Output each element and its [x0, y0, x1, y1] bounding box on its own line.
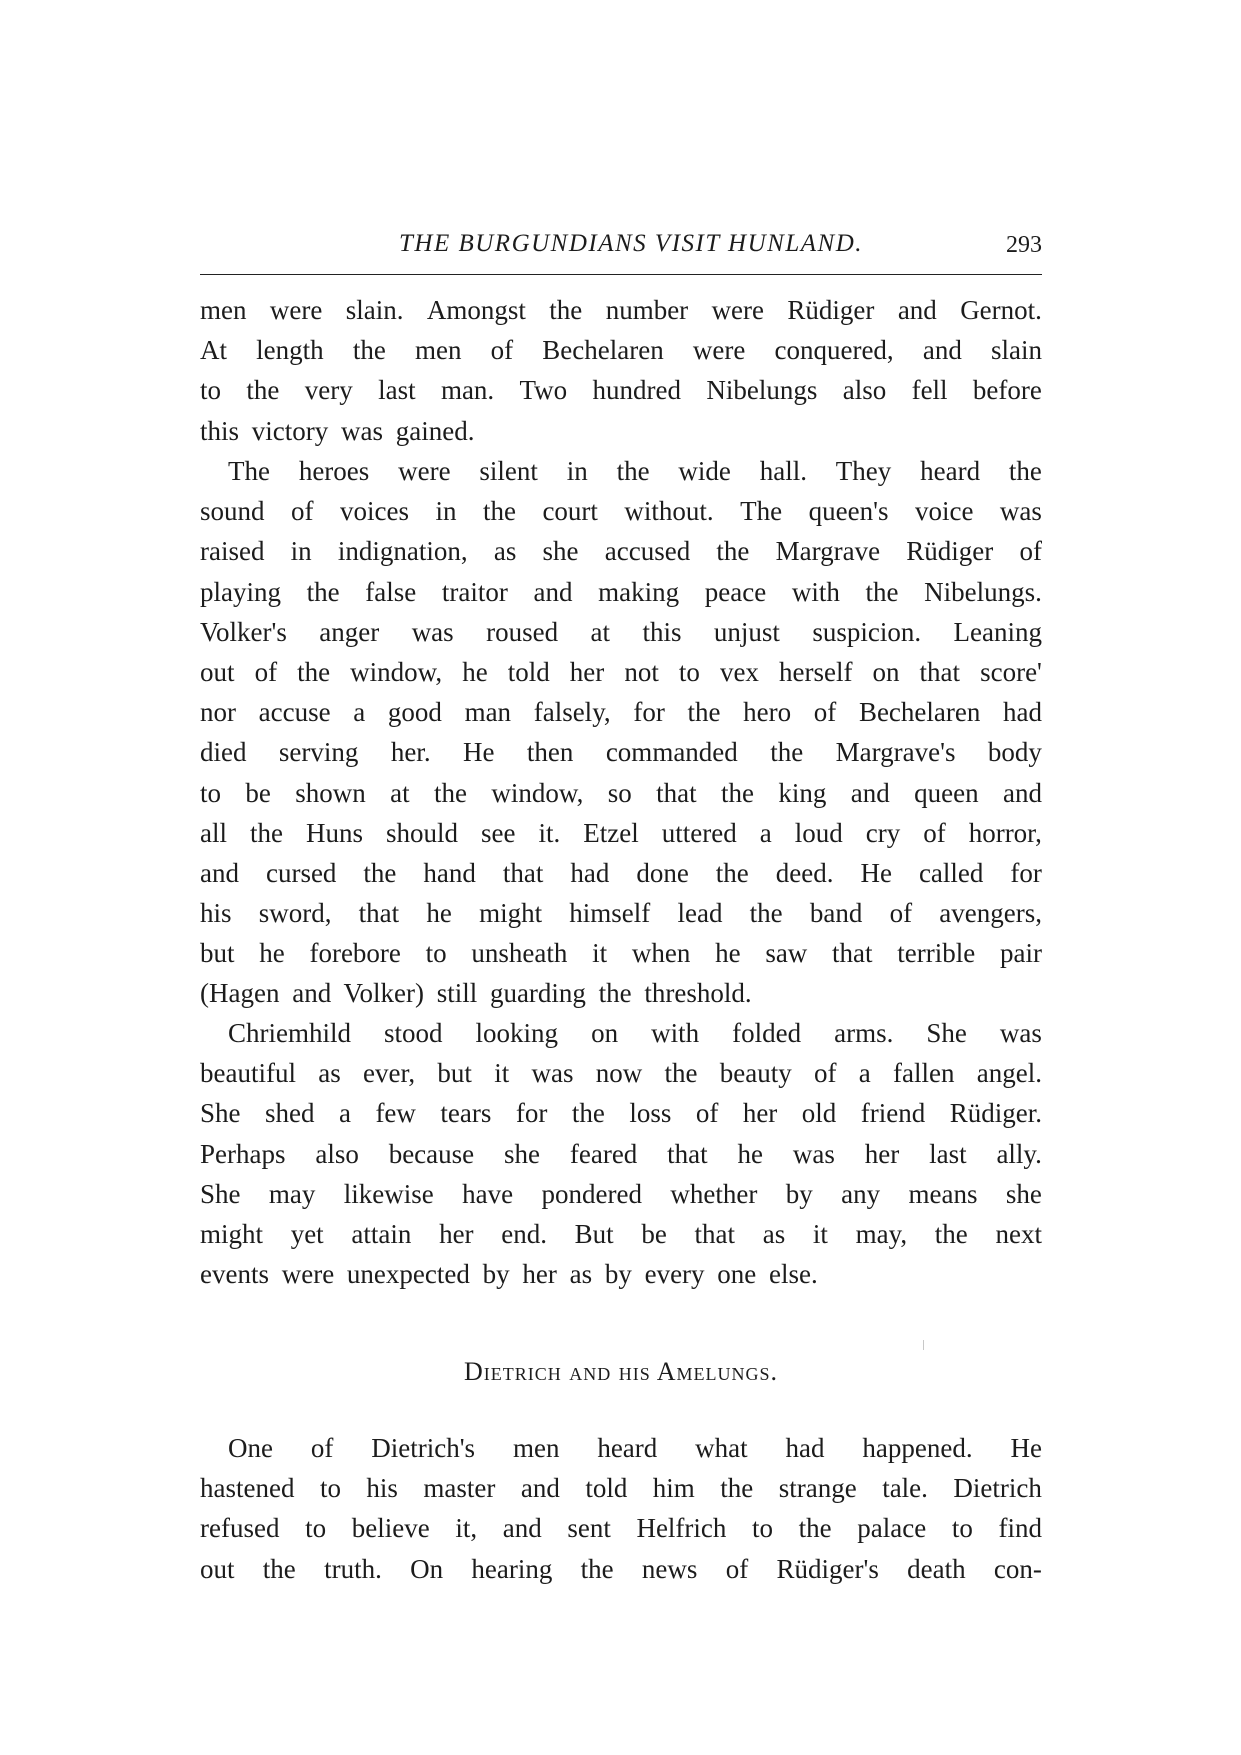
- text-line: died serving her. He then commanded the Margrave's body: [200, 737, 1042, 768]
- text-line: all the Huns should see it. Etzel uttered a loud cry of horror,: [200, 817, 1042, 848]
- text-line: One of Dietrich's men heard what had happened. He: [228, 1433, 1042, 1463]
- running-head: [200, 226, 1042, 266]
- paragraph-1: [200, 290, 1042, 451]
- text-line: sound of voices in the court without. The queen's voice was: [200, 496, 1042, 527]
- text-line: to be shown at the window, so that the king and queen and: [200, 777, 1042, 808]
- print-speck: [923, 1340, 924, 1350]
- text-line: out of the window, he told her not to vex herself on that score': [200, 656, 1042, 687]
- text-line: but he forebore to unsheath it when he saw that terrible pair: [200, 938, 1042, 969]
- text-line: raised in indignation, as she accused the Margrave Rüdiger of: [200, 536, 1042, 567]
- text-line: out the truth. On hearing the news of Rüdiger's death con-: [200, 1553, 1042, 1584]
- text-line: She shed a few tears for the loss of her old friend Rüdiger.: [200, 1098, 1042, 1129]
- text-line: might yet attain her end. But be that as it may, the next: [200, 1218, 1042, 1249]
- text-line: nor accuse a good man falsely, for the hero of Bechelaren had: [200, 697, 1042, 728]
- header-rule: [200, 274, 1042, 275]
- section-paragraph: [200, 1428, 1042, 1589]
- text-line: beautiful as ever, but it was now the beauty of a fallen angel.: [200, 1058, 1042, 1089]
- text-line: She may likewise have pondered whether by any means she: [200, 1178, 1042, 1209]
- text-line: Volker's anger was roused at this unjust suspicion. Leaning: [200, 616, 1042, 647]
- text-line: The heroes were silent in the wide hall. They heard the: [228, 456, 1042, 486]
- paragraph-2: [200, 451, 1042, 1014]
- text-line: Chriemhild stood looking on with folded arms. She was: [228, 1018, 1042, 1048]
- text-line: this victory was gained.: [200, 415, 475, 446]
- text-line: and cursed the hand that had done the deed. He called for: [200, 857, 1042, 888]
- text-line: (Hagen and Volker) still guarding the threshold.: [200, 978, 752, 1009]
- text-line: hastened to his master and told him the strange tale. Dietrich: [200, 1473, 1042, 1504]
- running-title: THE BURGUNDIANS VISIT HUNLAND.: [399, 230, 863, 257]
- text-line: men were slain. Amongst the number were Rüdiger and Gernot.: [200, 295, 1042, 325]
- paragraph-3: [200, 1013, 1042, 1294]
- page-number: 293: [1006, 232, 1042, 258]
- section-heading: Dietrich and his Amelungs.: [463, 1357, 779, 1386]
- text-line: refused to believe it, and sent Helfrich to the palace to find: [200, 1513, 1042, 1544]
- text-line: to the very last man. Two hundred Nibelungs also fell before: [200, 375, 1042, 406]
- text-line: Perhaps also because she feared that he was her last ally.: [200, 1138, 1042, 1169]
- text-line: playing the false traitor and making peace with the Nibelungs.: [200, 576, 1042, 607]
- text-line: his sword, that he might himself lead the band of avengers,: [200, 898, 1042, 929]
- text-line: events were unexpected by her as by every one else.: [200, 1259, 818, 1290]
- text-line: At length the men of Bechelaren were conquered, and slain: [200, 335, 1042, 366]
